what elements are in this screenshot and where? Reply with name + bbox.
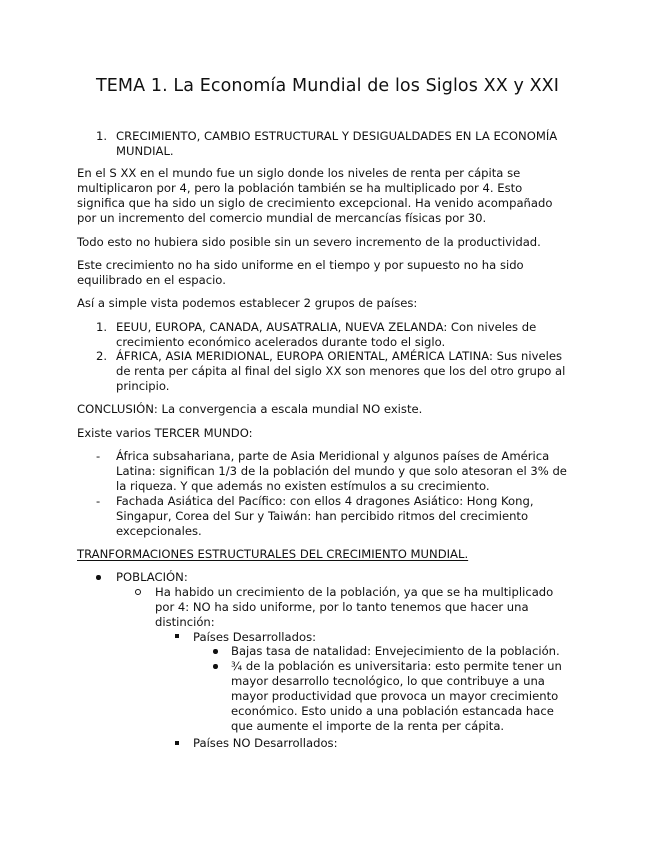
- list-item-line: mayor productividad que provoca un mayor crecimiento: [231, 689, 559, 703]
- paragraph-line: significa que ha sido un siglo de crecimiento excepcional. Ha venido acompañado: [77, 196, 553, 210]
- bullet-circle-icon: [135, 589, 141, 595]
- paragraph-line: Este crecimiento no ha sido uniforme en el tiempo y por supuesto no ha sido: [77, 258, 524, 272]
- paragraph-line: Todo esto no hubiera sido posible sin un severo incremento de la productividad.: [77, 235, 541, 249]
- page-title: TEMA 1. La Economía Mundial de los Siglos XX y XXI: [95, 76, 560, 96]
- list-item-line: por 4: NO ha sido uniforme, por lo tanto tenemos que hacer una: [155, 600, 529, 614]
- list-item-line: EEUU, EUROPA, CANADA, AUSATRALIA, NUEVA ZELANDA: Con niveles de: [116, 320, 537, 334]
- list-item-line: la riqueza. Y que además no existen estímulos a su crecimiento.: [116, 479, 490, 493]
- desarrollados-label: Países Desarrollados:: [193, 630, 317, 644]
- bullet-square-icon: [175, 741, 179, 745]
- section-heading-line-2: MUNDIAL.: [116, 144, 174, 158]
- paragraph-line: Así a simple vista podemos establecer 2 grupos de países:: [77, 296, 418, 310]
- tercer-mundo-intro: Existe varios TERCER MUNDO:: [77, 426, 253, 440]
- list-item-line: Ha habido un crecimiento de la población, ya que se ha multiplicado: [155, 585, 554, 599]
- list-item-line: Singapur, Corea del Sur y Taiwán: han percibido ritmos del crecimiento: [116, 509, 529, 523]
- list-item-line: Latina: significan 1/3 de la población del mundo y que solo atesoran el 3% de: [116, 464, 567, 478]
- list-item-line: ¾ de la población es universitaria: esto permite tener un: [231, 659, 562, 673]
- paragraph-line: equilibrado en el espacio.: [77, 273, 226, 287]
- section-subheading: TRANFORMACIONES ESTRUCTURALES DEL CRECIMIENTO MUNDIAL.: [77, 547, 469, 561]
- bullet-square-icon: [175, 634, 179, 638]
- dash-marker: -: [96, 449, 101, 463]
- list-item-line: distinción:: [155, 615, 215, 629]
- list-number: 2.: [96, 349, 108, 363]
- section-number: 1.: [96, 129, 108, 143]
- poblacion-label: POBLACIÓN:: [116, 570, 188, 584]
- list-item-line: crecimiento económico acelerados durante todo el siglo.: [116, 335, 446, 349]
- section-heading-line-1: CRECIMIENTO, CAMBIO ESTRUCTURAL Y DESIGUALDADES EN LA ECONOMÍA: [116, 129, 558, 143]
- list-item-line: África subsahariana, parte de Asia Meridional y algunos países de América: [116, 449, 550, 463]
- no-desarrollados-label: Países NO Desarrollados:: [193, 736, 338, 750]
- list-item-line: excepcionales.: [116, 524, 202, 538]
- list-item-line: Bajas tasa de natalidad: Envejecimiento de la población.: [231, 644, 560, 658]
- list-item-line: principio.: [116, 379, 170, 393]
- bullet-dot-icon: [213, 649, 218, 654]
- list-item-line: que aumente el importe de la renta per cápita.: [231, 719, 505, 733]
- list-item-line: mayor desarrollo tecnológico, lo que contribuye a una: [231, 674, 545, 688]
- bullet-dot-icon: [213, 664, 218, 669]
- paragraph-line: En el S XX en el mundo fue un siglo donde los niveles de renta per cápita se: [77, 166, 521, 180]
- paragraph-line: por un incremento del comercio mundial de mercancías físicas por 30.: [77, 211, 487, 225]
- list-number: 1.: [96, 320, 108, 334]
- conclusion-text: CONCLUSIÓN: La convergencia a escala mundial NO existe.: [77, 402, 423, 416]
- paragraph-line: multiplicaron por 4, pero la población también se ha multiplicado por 4. Esto: [77, 181, 523, 195]
- dash-marker: -: [96, 494, 101, 508]
- list-item-line: económico. Esto unido a una población estancada hace: [231, 704, 554, 718]
- list-item-line: Fachada Asiática del Pacífico: con ellos 4 dragones Asiático: Hong Kong,: [116, 494, 534, 508]
- list-item-line: ÁFRICA, ASIA MERIDIONAL, EUROPA ORIENTAL, AMÉRICA LATINA: Sus niveles: [116, 349, 562, 363]
- bullet-dot-icon: [96, 575, 101, 580]
- list-item-line: de renta per cápita al final del siglo XX son menores que los del otro grupo al: [116, 364, 566, 378]
